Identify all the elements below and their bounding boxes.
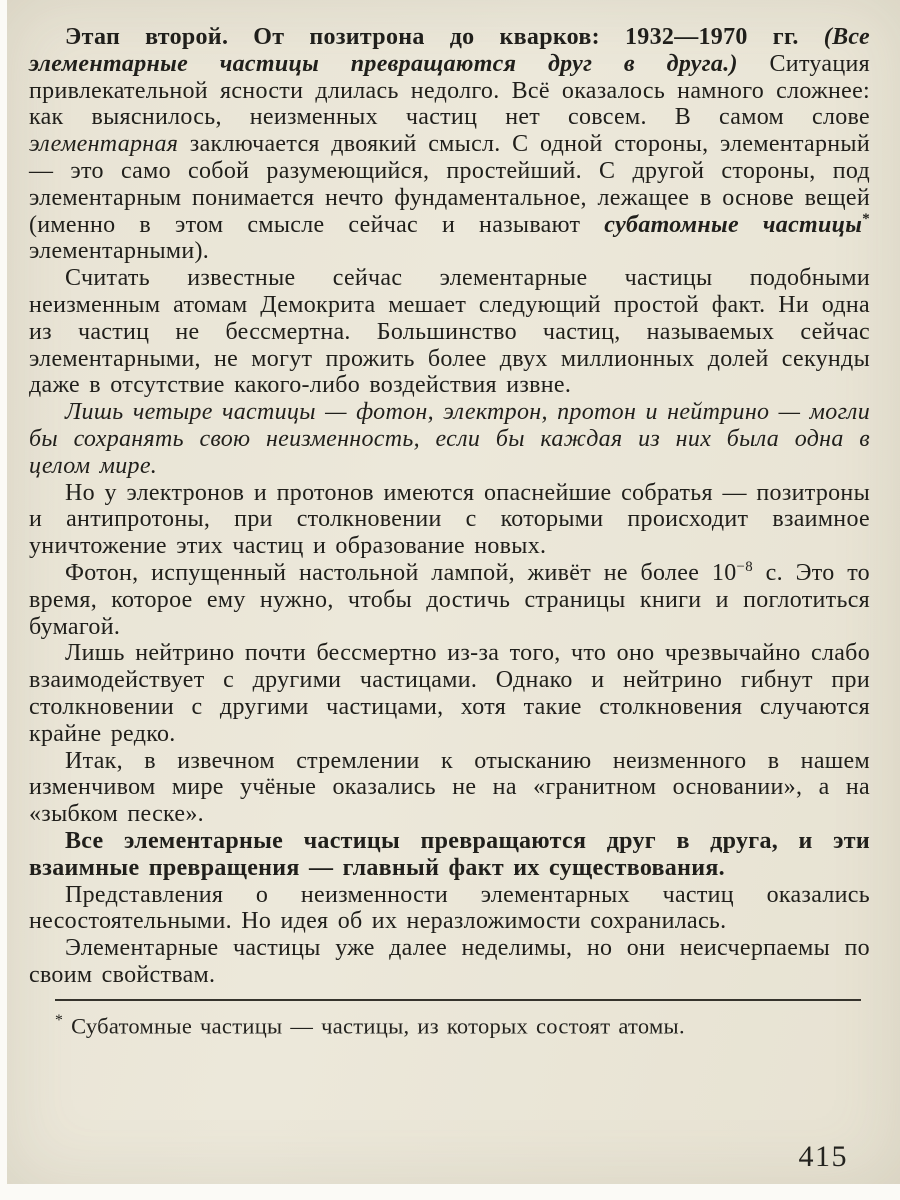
italic-paragraph: Лишь четыре частицы — фотон, электрон, протон и нейтрино — могли бы сохранять свою неизменность, если бы каждая из них была одна в целом мире. bbox=[29, 399, 870, 479]
paragraph: Итак, в извечном стремлении к отысканию неизменного в нашем изменчивом мире учёные оказались не на «гранитном основании», а на «зыбком песке». bbox=[29, 747, 870, 828]
paragraph: Лишь нейтрино почти бессмертно из-за того, что оно чрезвычайно слабо взаимодействует с другими частицами. Однако и нейтрино гибнут при столкновении с другими частицами, хотя такие столкновения случаются крайне редко. bbox=[29, 640, 870, 747]
intro-paragraph bbox=[29, 24, 870, 265]
body-text: элементарными). bbox=[29, 238, 210, 265]
book-page bbox=[7, 0, 900, 1184]
body-text: с. Это то время, которое ему нужно, чтобы достичь страницы книги и поглотиться бумагой. bbox=[29, 559, 870, 640]
section-heading: Этап второй. От позитрона до кварков: 1932—1970 гг. bbox=[65, 24, 824, 50]
emphasized-term: субатомные частицы bbox=[604, 211, 863, 238]
footnote-reference-mark: * bbox=[862, 210, 870, 227]
footnote-marker: * bbox=[55, 1011, 64, 1029]
section-subtitle: (Все элементарные частицы превращаются друг в друга.) bbox=[29, 24, 870, 77]
paragraph-with-superscript bbox=[29, 560, 870, 640]
footnote bbox=[55, 999, 861, 1040]
paragraph: Представления о неизменности элементарных частиц оказались несостоятельными. Но идея об их неразложимости сохранилась. bbox=[29, 881, 870, 935]
body-text: Ситуация привлекательной ясности длилась недолго. Всё оказалось намного сложнее: как выяснилось, неизменных частиц нет совсем. В самом слове bbox=[29, 50, 870, 131]
paragraph: Считать известные сейчас элементарные частицы подобными неизменным атомам Демокрита мешает следующий простой факт. Ни одна из частиц не бессмертна. Большинство частиц, называемых сейчас элементарными, не могут прожить более двух миллионных долей секунды даже в отсутствие какого-либо воздействия извне. bbox=[29, 265, 870, 399]
page-number: 415 bbox=[798, 1140, 848, 1173]
superscript-exponent: −8 bbox=[736, 558, 753, 575]
bold-key-statement-paragraph: Все элементарные частицы превращаются друг в друга, и эти взаимные превращения — главный факт их существования. bbox=[29, 827, 870, 881]
emphasized-term: элементарная bbox=[29, 131, 179, 158]
body-text: заключается двоякий смысл. С одной стороны, элементарный — это само собой разумеющийся, простейший. С другой стороны, под элементарным понимается нечто фундаментальное, лежащее в основе вещей (именно в этом смысле сейчас и называют bbox=[29, 131, 870, 238]
paragraph: Но у электронов и протонов имеются опаснейшие собратья — позитроны и антипротоны, при столкновении с которыми происходит взаимное уничтожение этих частиц и образование новых. bbox=[29, 479, 870, 560]
page-text-block bbox=[29, 24, 870, 989]
paragraph: Элементарные частицы уже далее неделимы, но они неисчерпаемы по своим свойствам. bbox=[29, 935, 870, 988]
footnote-text: Субатомные частицы — частицы, из которых состоят атомы. bbox=[63, 1013, 685, 1039]
body-text: Фотон, испущенный настольной лампой, живёт не более 10 bbox=[65, 559, 737, 586]
